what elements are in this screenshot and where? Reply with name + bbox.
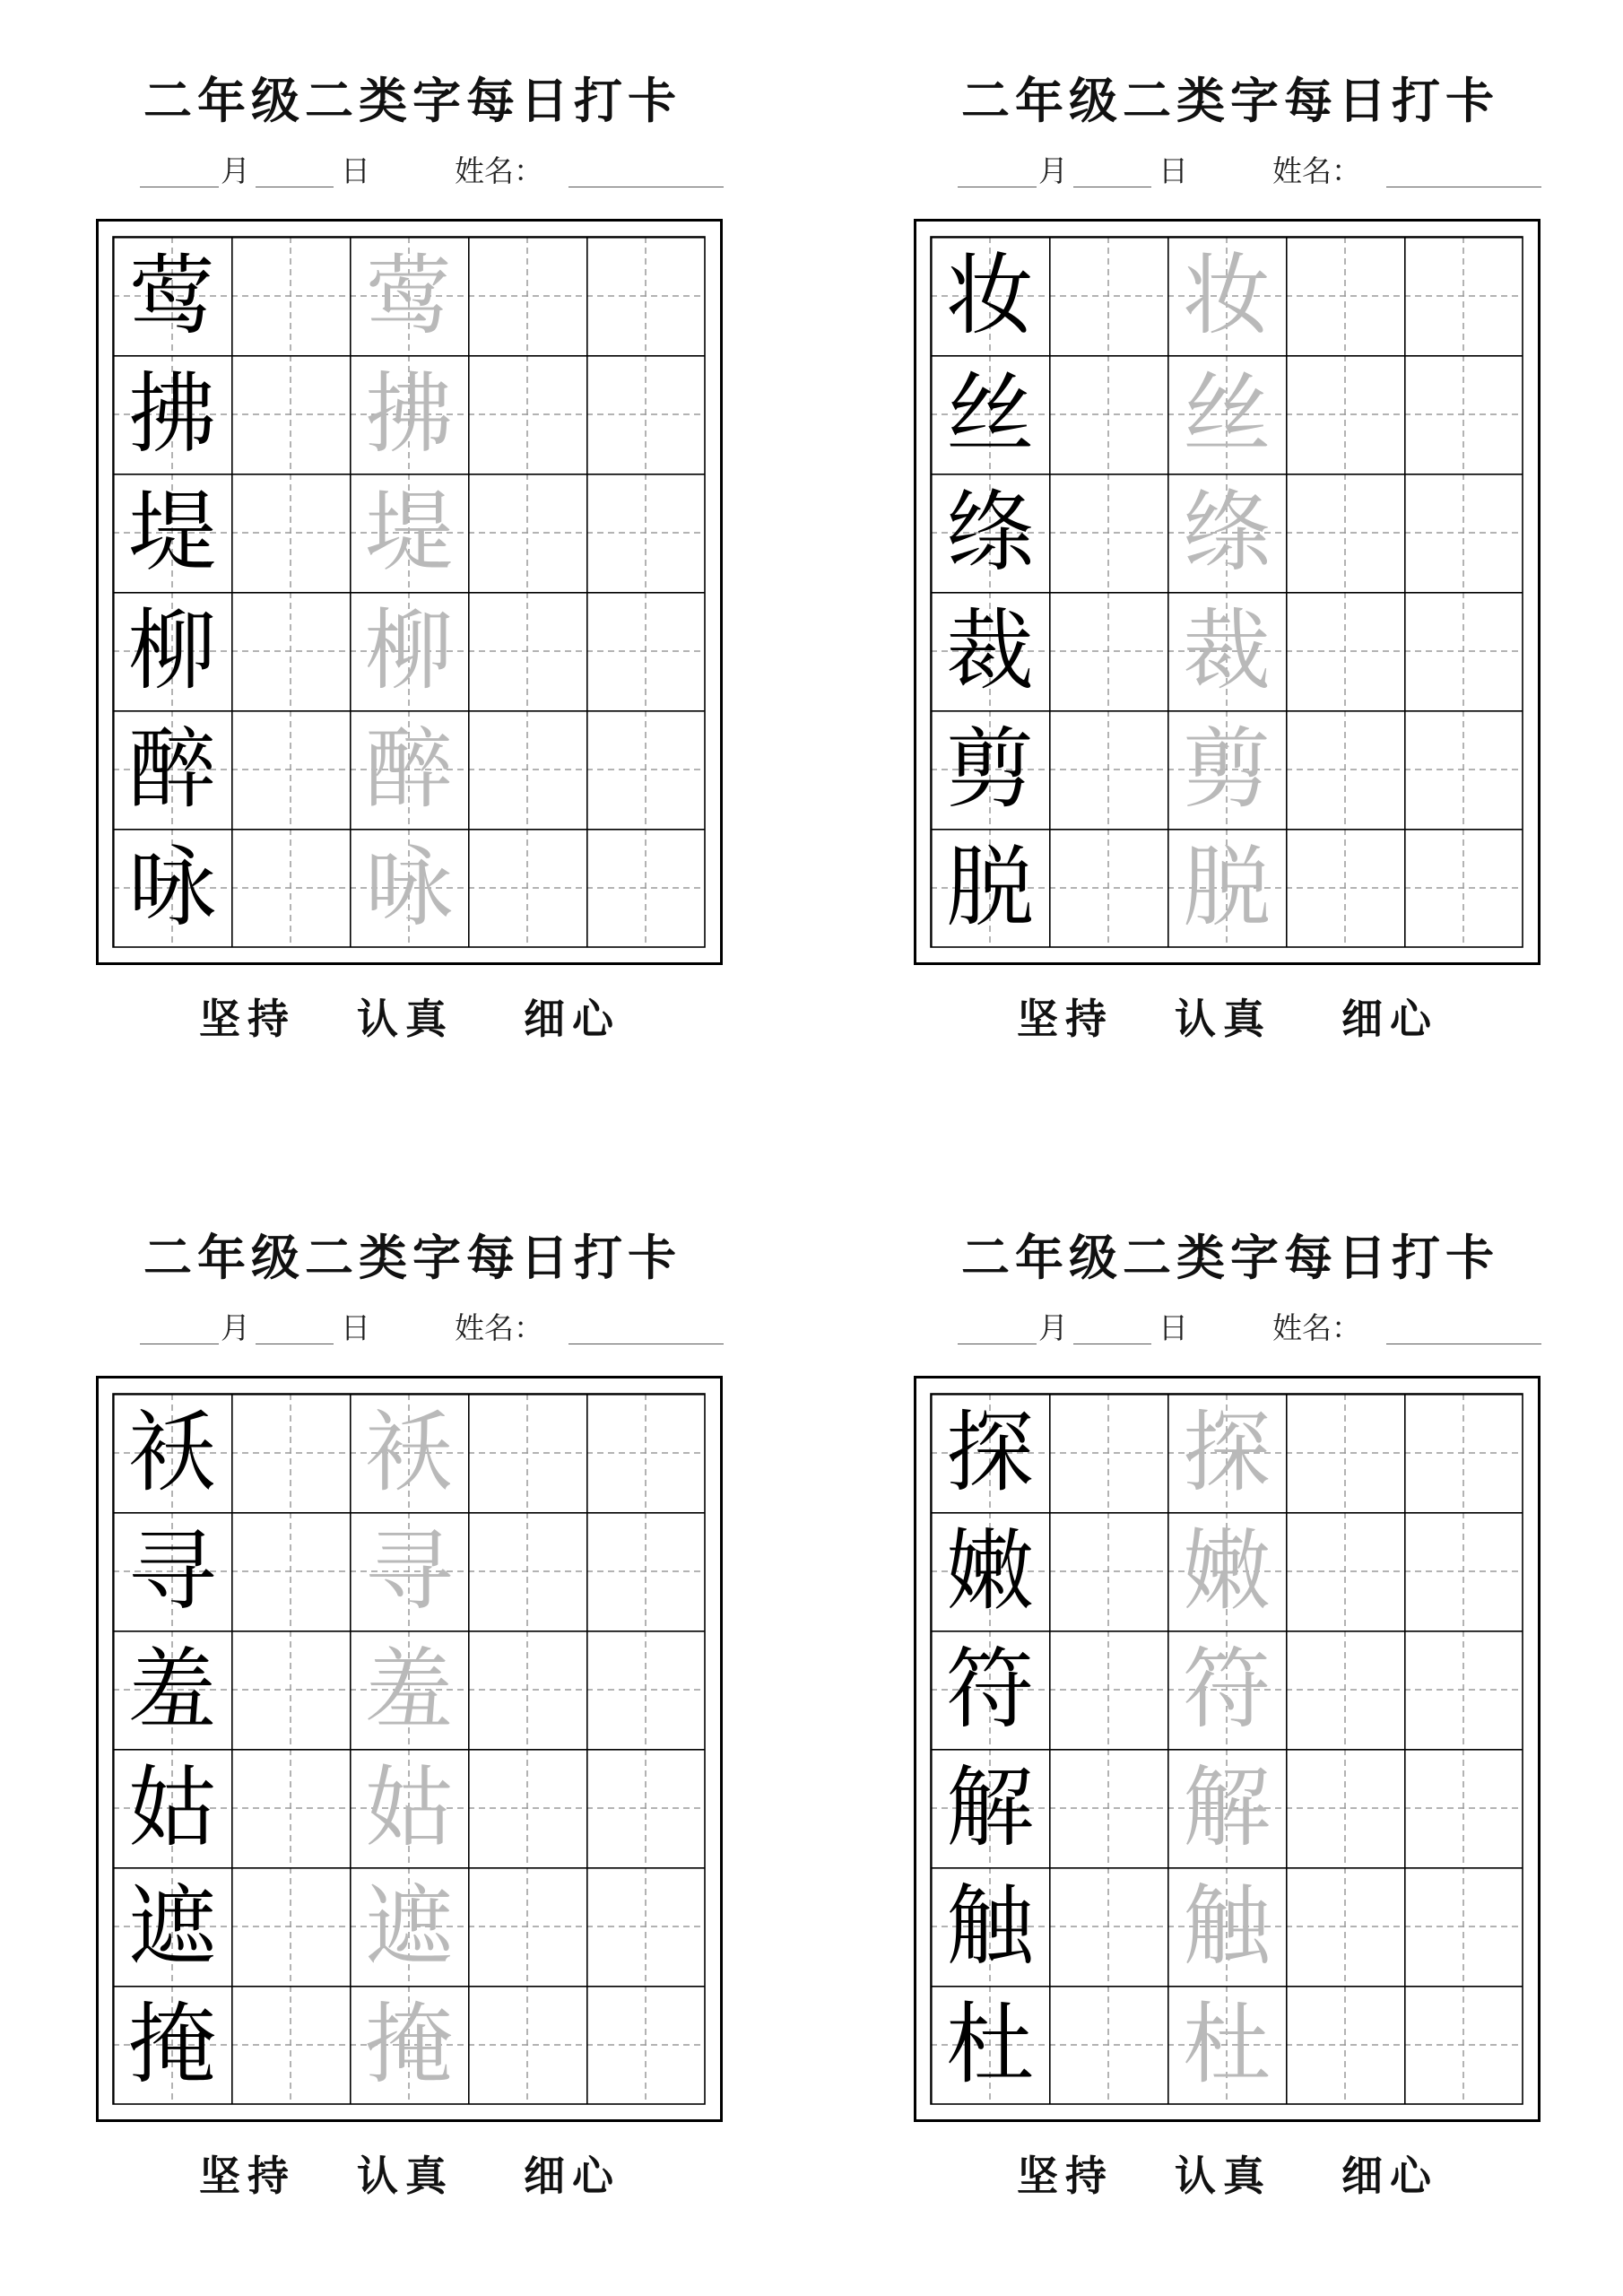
writing-grid-box xyxy=(96,1376,723,2122)
model-character: 拂 xyxy=(127,363,216,465)
trace-character: 剪 xyxy=(1182,718,1271,821)
name-label: 姓名： xyxy=(1272,153,1361,188)
card-title: 二年级二类字每日打卡 xyxy=(961,1229,1499,1286)
model-character: 剪 xyxy=(945,718,1034,821)
motto-persist: 坚持 xyxy=(1017,2152,1114,2200)
model-character: 羞 xyxy=(127,1639,216,1741)
trace-character: 拂 xyxy=(364,363,453,465)
month-blank xyxy=(140,153,219,187)
writing-grid-box xyxy=(914,219,1541,965)
trace-character: 堤 xyxy=(364,482,453,584)
model-character: 探 xyxy=(945,1402,1034,1504)
trace-character: 裁 xyxy=(1182,600,1271,702)
model-character: 脱 xyxy=(945,837,1034,939)
day-label: 日 xyxy=(1159,153,1188,188)
trace-character: 杜 xyxy=(1182,1994,1271,2096)
trace-character: 触 xyxy=(1182,1875,1271,1978)
model-character: 触 xyxy=(945,1875,1034,1978)
model-character: 姑 xyxy=(127,1757,216,1859)
model-character: 解 xyxy=(945,1757,1034,1859)
month-blank xyxy=(958,153,1037,187)
model-character: 柳 xyxy=(127,600,216,702)
model-character: 妆 xyxy=(945,245,1034,347)
trace-character: 寻 xyxy=(364,1520,453,1622)
motto-careful: 细心 xyxy=(1341,995,1438,1043)
date-name-row xyxy=(914,1310,1541,1346)
model-character: 符 xyxy=(945,1639,1034,1741)
model-character: 丝 xyxy=(945,363,1034,465)
trace-character: 柳 xyxy=(364,600,453,702)
trace-character: 掩 xyxy=(364,1994,453,2096)
motto-serious: 认真 xyxy=(357,2152,454,2200)
name-blank xyxy=(568,1310,724,1344)
writing-grid-box xyxy=(96,219,723,965)
day-blank xyxy=(256,153,334,187)
day-blank xyxy=(1073,153,1151,187)
name-blank xyxy=(1386,153,1541,187)
model-character: 莺 xyxy=(127,245,216,347)
trace-character: 丝 xyxy=(1182,363,1271,465)
trace-character: 脱 xyxy=(1182,837,1271,939)
motto-serious: 认真 xyxy=(357,995,454,1043)
writing-grid-box xyxy=(914,1376,1541,2122)
trace-character: 羞 xyxy=(364,1639,453,1741)
month-blank xyxy=(958,1310,1037,1344)
name-blank xyxy=(1386,1310,1541,1344)
trace-character: 妆 xyxy=(1182,245,1271,347)
model-character: 掩 xyxy=(127,1994,216,2096)
practice-card xyxy=(914,1229,1541,2206)
writing-grid xyxy=(112,236,706,948)
name-blank xyxy=(568,153,724,187)
writing-grid xyxy=(930,236,1523,948)
card-title: 二年级二类字每日打卡 xyxy=(961,72,1499,129)
card-title: 二年级二类字每日打卡 xyxy=(143,72,681,129)
motto-persist: 坚持 xyxy=(199,2152,296,2200)
trace-character: 醉 xyxy=(364,718,453,821)
date-name-row xyxy=(96,153,724,189)
date-name-row xyxy=(96,1310,724,1346)
model-character: 寻 xyxy=(127,1520,216,1622)
model-character: 堤 xyxy=(127,482,216,584)
day-blank xyxy=(1073,1310,1151,1344)
motto-serious: 认真 xyxy=(1175,2152,1271,2200)
month-label: 月 xyxy=(221,153,250,188)
motto-careful: 细心 xyxy=(524,2152,621,2200)
motto-careful: 细心 xyxy=(1341,2152,1438,2200)
day-blank xyxy=(256,1310,334,1344)
writing-grid xyxy=(930,1393,1523,2105)
trace-character: 遮 xyxy=(364,1875,453,1978)
date-name-row xyxy=(914,153,1541,189)
trace-character: 符 xyxy=(1182,1639,1271,1741)
model-character: 袄 xyxy=(127,1402,216,1504)
trace-character: 绦 xyxy=(1182,482,1271,584)
writing-grid xyxy=(112,1393,706,2105)
day-label: 日 xyxy=(1159,1310,1188,1345)
motto-serious: 认真 xyxy=(1175,995,1271,1043)
name-label: 姓名： xyxy=(455,1310,543,1345)
practice-card xyxy=(914,72,1541,1049)
trace-character: 嫩 xyxy=(1182,1520,1271,1622)
model-character: 咏 xyxy=(127,837,216,939)
model-character: 嫩 xyxy=(945,1520,1034,1622)
month-label: 月 xyxy=(1038,1310,1068,1345)
motto-persist: 坚持 xyxy=(1017,995,1114,1043)
month-label: 月 xyxy=(221,1310,250,1345)
trace-character: 探 xyxy=(1182,1402,1271,1504)
model-character: 醉 xyxy=(127,718,216,821)
trace-character: 姑 xyxy=(364,1757,453,1859)
card-title: 二年级二类字每日打卡 xyxy=(143,1229,681,1286)
trace-character: 袄 xyxy=(364,1402,453,1504)
name-label: 姓名： xyxy=(455,153,543,188)
practice-card xyxy=(96,72,724,1049)
month-label: 月 xyxy=(1038,153,1068,188)
day-label: 日 xyxy=(341,153,370,188)
month-blank xyxy=(140,1310,219,1344)
motto-persist: 坚持 xyxy=(199,995,296,1043)
model-character: 裁 xyxy=(945,600,1034,702)
day-label: 日 xyxy=(341,1310,370,1345)
trace-character: 莺 xyxy=(364,245,453,347)
model-character: 绦 xyxy=(945,482,1034,584)
model-character: 杜 xyxy=(945,1994,1034,2096)
trace-character: 咏 xyxy=(364,837,453,939)
practice-card xyxy=(96,1229,724,2206)
name-label: 姓名： xyxy=(1272,1310,1361,1345)
model-character: 遮 xyxy=(127,1875,216,1978)
motto-careful: 细心 xyxy=(524,995,621,1043)
trace-character: 解 xyxy=(1182,1757,1271,1859)
